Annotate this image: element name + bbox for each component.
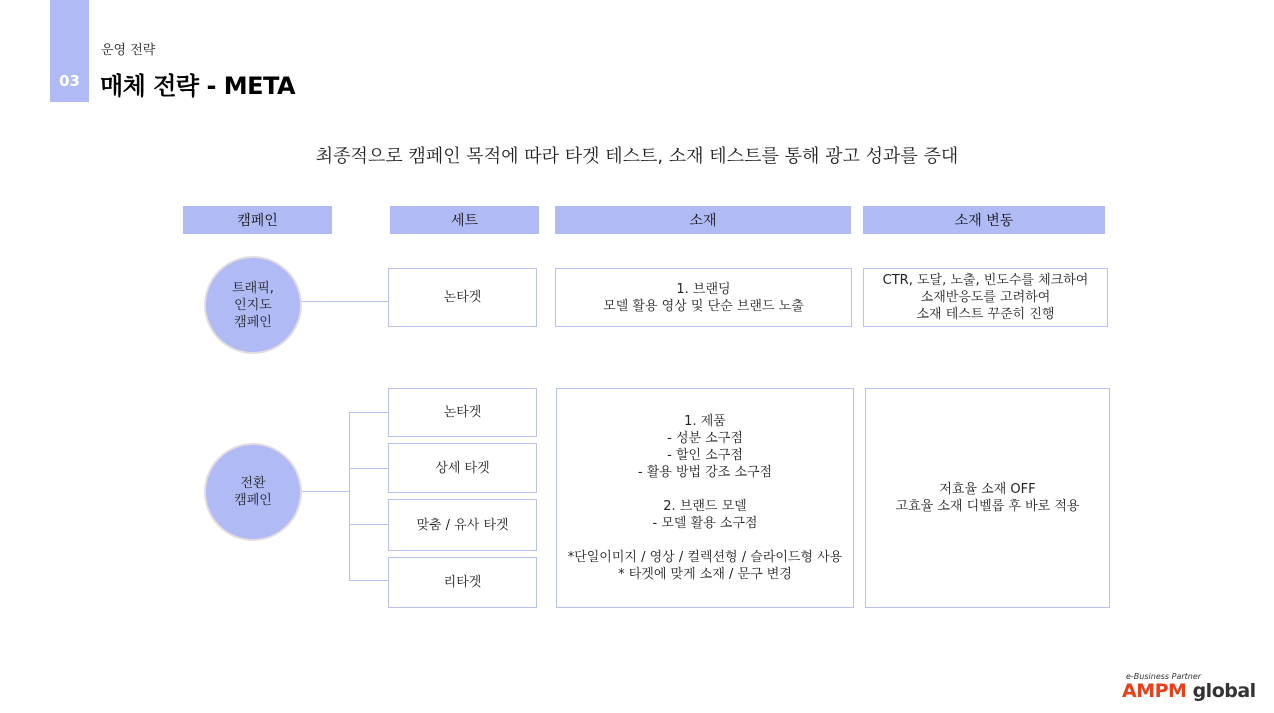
campaign-circle-conversion: 전환 캠페인 [204,443,302,541]
campaign-circle-traffic: 트래픽, 인지도 캠페인 [204,256,302,354]
set-box-non-target: 논타겟 [388,268,537,327]
connector-line [298,491,349,492]
page-title: 매체 전략 - META [100,72,296,100]
set-box-retarget: 리타겟 [388,557,537,608]
connector-line [349,524,388,525]
set-box-detailed-target: 상세 타겟 [388,443,537,493]
section-number: 03 [59,72,80,90]
logo-brand-a: AMPM [1122,680,1187,702]
creative-box-product: 1. 제품 - 성분 소구점 - 할인 소구점 - 활용 방법 강조 소구점 2. 브랜드 모델 - 모델 활용 소구점 *단일이미지 / 영상 / 컬렉션형 / 슬라이드형 사용 * 타겟에 맞게 소재 / 문구 변경 [556,388,854,608]
connector-line [349,412,388,413]
column-header-creative-change: 소재 변동 [863,206,1105,234]
headline: 최종적으로 캠페인 목적에 따라 타겟 테스트, 소재 테스트를 통해 광고 성과를 증대 [315,146,959,167]
connector-line [298,301,388,302]
connector-line [349,468,388,469]
column-header-creative: 소재 [555,206,851,234]
section-subtitle: 운영 전략 [101,43,156,58]
column-header-campaign: 캠페인 [183,206,332,234]
logo-brand-b: global [1192,680,1256,702]
set-box-non-target: 논타겟 [388,388,537,437]
connector-line [349,412,350,580]
logo-tagline: e-Business Partner [1126,672,1202,681]
creative-change-box-row2: 저효율 소재 OFF 고효율 소재 디벨롭 후 바로 적용 [865,388,1110,608]
creative-change-box-row1: CTR, 도달, 노출, 빈도수를 체크하여 소재반응도를 고려하여 소재 테스트 꾸준히 진행 [863,268,1108,327]
set-box-custom-lookalike: 맞춤 / 유사 타겟 [388,499,537,551]
creative-box-branding: 1. 브랜딩 모델 활용 영상 및 단순 브랜드 노출 [555,268,852,327]
column-header-set: 세트 [390,206,539,234]
connector-line [349,580,388,581]
company-logo [1122,680,1256,702]
